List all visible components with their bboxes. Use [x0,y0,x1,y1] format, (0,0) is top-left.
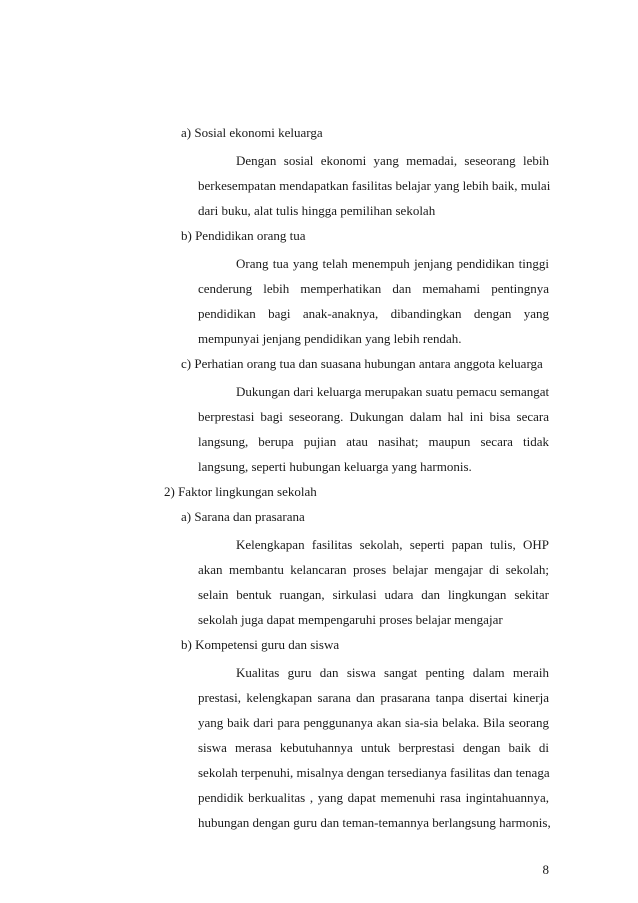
text-line: sekolah juga dapat mempengaruhi proses belajar mengajar [198,612,503,627]
text-line: yang baik dari para penggunanya akan sia-sia belaka. Bila seorang [198,715,549,730]
text-line: Orang tua yang telah menempuh jenjang pendidikan tinggi [236,256,549,271]
text-line: hubungan dengan guru dan teman-temannya berlangsung harmonis, [198,815,551,830]
heading-pendidikan-orang-tua: b) Pendidikan orang tua [181,228,306,243]
text-line: cenderung lebih memperhatikan dan memahami pentingnya [198,281,549,296]
text-line: pendidikan bagi anak-anaknya, dibandingkan dengan yang [198,306,549,321]
text-line: prestasi, kelengkapan sarana dan prasarana tanpa disertai kinerja [198,690,549,705]
text-line: pendidik berkualitas , yang dapat memenuhi rasa ingintahuannya, [198,790,549,805]
text-line: langsung, berupa pujian atau nasihat; maupun secara tidak [198,434,549,449]
page-number: 8 [542,862,549,877]
text-line: siswa merasa kebutuhannya untuk berprestasi dengan baik di [198,740,549,755]
text-line: langsung, seperti hubungan keluarga yang harmonis. [198,459,472,474]
heading-sosial-ekonomi: a) Sosial ekonomi keluarga [181,125,323,140]
text-line: Dengan sosial ekonomi yang memadai, seseorang lebih [236,153,549,168]
heading-perhatian-orang-tua: c) Perhatian orang tua dan suasana hubungan antara anggota keluarga [181,356,543,371]
heading-sarana-prasarana: a) Sarana dan prasarana [181,509,305,524]
heading-kompetensi-guru-siswa: b) Kompetensi guru dan siswa [181,637,340,652]
text-line: berkesempatan mendapatkan fasilitas belajar yang lebih baik, mulai [198,178,551,193]
text-line: sekolah terpenuhi, misalnya dengan tersedianya fasilitas dan tenaga [198,765,550,780]
text-line: berprestasi bagi seseorang. Dukungan dalam hal ini bisa secara [198,409,549,424]
text-line: dari buku, alat tulis hingga pemilihan sekolah [198,203,436,218]
text-line: mempunyai jenjang pendidikan yang lebih rendah. [198,331,462,346]
text-line: akan membantu kelancaran proses belajar mengajar di sekolah; [198,562,549,577]
text-line: selain bentuk ruangan, sirkulasi udara dan lingkungan sekitar [198,587,549,602]
text-line: Kelengkapan fasilitas sekolah, seperti papan tulis, OHP [236,537,549,552]
heading-faktor-lingkungan-sekolah: 2) Faktor lingkungan sekolah [164,484,317,499]
text-line: Kualitas guru dan siswa sangat penting dalam meraih [236,665,549,680]
text-line: Dukungan dari keluarga merupakan suatu pemacu semangat [236,384,550,399]
